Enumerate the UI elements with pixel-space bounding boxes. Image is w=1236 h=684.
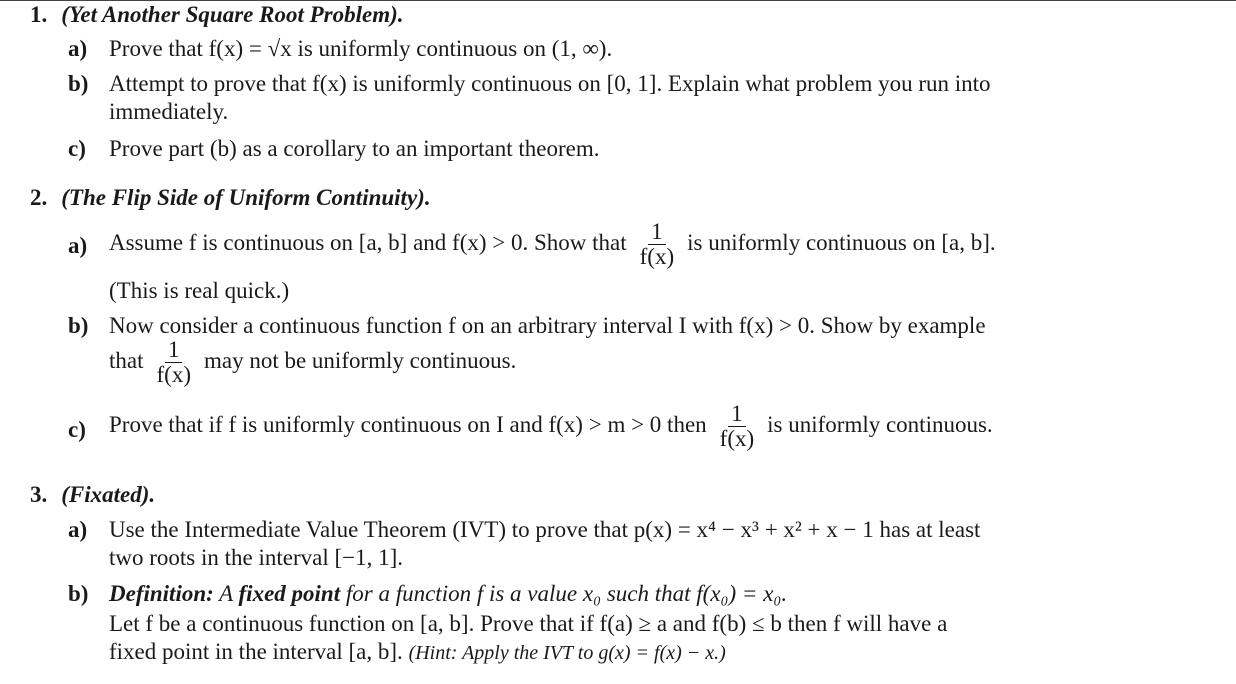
part-text: is uniformly continuous on [a, b].: [687, 229, 996, 255]
part-label: a): [68, 517, 88, 542]
definition-term: fixed point: [238, 581, 341, 606]
part-text: Now consider a continuous function f on an arbitrary interval I with f(x) > 0. Show by example: [109, 313, 986, 338]
part-text: is uniformly continuous.: [767, 411, 993, 437]
problem-title: (The Flip Side of Uniform Continuity).: [61, 185, 431, 210]
part-label: a): [68, 36, 88, 61]
fraction-denominator: f(x): [719, 426, 755, 451]
fraction: [154, 338, 194, 387]
problem-number: 2.: [30, 185, 48, 210]
part-text: fixed point in the interval [a, b].: [109, 639, 403, 664]
definition-line: [109, 580, 1186, 608]
part-label: c): [68, 136, 86, 161]
fraction-numerator: 1: [165, 338, 183, 363]
part-label: a): [68, 233, 88, 258]
fraction-denominator: f(x): [156, 362, 191, 387]
part-text-continued: (This is real quick.): [109, 278, 290, 303]
fraction: [717, 402, 757, 451]
hint-text: (Hint: Apply the IVT to g(x) = f(x) − x.): [408, 642, 726, 664]
fraction-numerator: 1: [648, 220, 666, 245]
part-text: Assume f is continuous on [a, b] and f(x) > 0. Show that: [109, 229, 627, 255]
problem-title: (Fixated).: [61, 482, 156, 507]
part-label: b): [68, 581, 89, 606]
part-text: may not be uniformly continuous.: [203, 347, 517, 373]
part-text: Prove that if f is uniformly continuous on I and f(x) > m > 0 then: [109, 411, 707, 437]
definition-label: Definition:: [109, 581, 214, 606]
part-text: Prove part (b) as a corollary to an important theorem.: [109, 136, 600, 161]
part-text: that: [109, 347, 144, 373]
problem-number: 3.: [30, 482, 48, 507]
part-text-continued: [109, 638, 1186, 667]
part-text: Attempt to prove that f(x) is uniformly continuous on [0, 1]. Explain what problem you run into: [109, 71, 991, 96]
part-text-with-fraction: [109, 338, 1186, 387]
part-text-with-fraction: [109, 220, 1186, 269]
problem-1-heading: [30, 1, 404, 29]
fraction-numerator: 1: [728, 402, 746, 427]
part-label: c): [68, 417, 86, 442]
fraction-denominator: f(x): [639, 244, 675, 269]
part-text-with-fraction: [109, 402, 1186, 451]
fraction: [637, 220, 677, 269]
part-text: Prove that f(x) = √x is uniformly continuous on (1, ∞).: [109, 36, 613, 61]
problem-number: 1.: [30, 2, 48, 27]
part-text: Use the Intermediate Value Theorem (IVT) to prove that p(x) = x⁴ − x³ + x² + x − 1 has at least: [109, 517, 981, 542]
part-text: Let f be a continuous function on [a, b]. Prove that if f(a) ≥ a and f(b) ≤ b then f will have a: [109, 611, 948, 636]
part-text-continued: two roots in the interval [−1, 1].: [109, 545, 404, 570]
problem-3-heading: [30, 481, 155, 509]
part-label: b): [68, 71, 89, 96]
definition-text: A: [219, 581, 233, 606]
definition-text: for a function f is a value x₀ such that f(x₀) = x₀.: [345, 581, 788, 606]
part-label: b): [68, 313, 89, 338]
part-text-continued: immediately.: [109, 99, 229, 124]
problem-2-heading: [30, 184, 431, 212]
problem-title: (Yet Another Square Root Problem).: [61, 2, 404, 27]
